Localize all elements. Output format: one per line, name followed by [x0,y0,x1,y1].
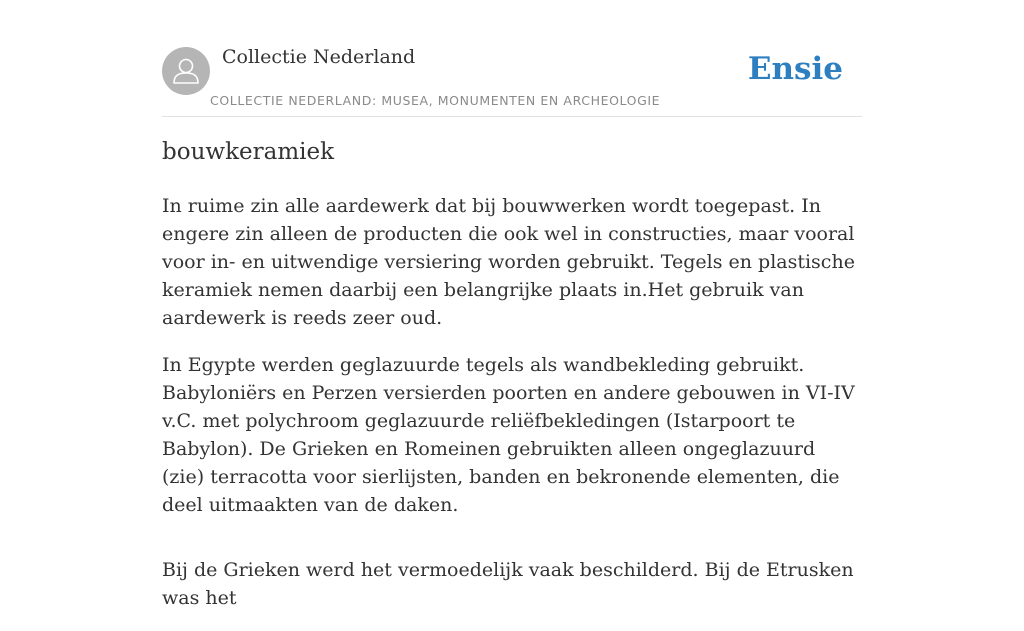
paragraph: In ruime zin alle aardewerk dat bij bouwwerken wordt toegepast. In engere zin alleen de producten die ook wel in constructies, maar vooral voor in- en uitwendige versiering worden gebruikt. Tegels en plastische keramiek nemen daarbij een belangrijke plaats in.Het gebruik van aardewerk is reeds zeer oud. [162,195,855,329]
header [162,45,862,117]
page-title: bouwkeramiek [162,139,335,165]
user-silhouette-icon[interactable] [162,47,210,95]
article-body [162,192,862,631]
paragraph: In Egypte werden geglazuurde tegels als wandbekleding gebruikt. Babyloniërs en Perzen versierden poorten en andere gebouwen in VI-IV v.C. met polychroom geglazuurde reliëfbekledingen (Istarpoort te Babylon). De Grieken en Romeinen gebruikten alleen ongeglazuurd (zie) terracotta voor sierlijsten, banden en bekronende elementen, die deel uitmaakten van de daken. [162,354,855,516]
brand-logo[interactable]: Ensie [747,51,843,87]
source-label[interactable]: COLLECTIE NEDERLAND: MUSEA, MONUMENTEN EN ARCHEOLOGIE [210,93,661,108]
author-name[interactable]: Collectie Nederland [222,46,416,68]
paragraph: Bij de Grieken werd het vermoedelijk vaak beschilderd. Bij de Etrusken was het [162,559,854,609]
